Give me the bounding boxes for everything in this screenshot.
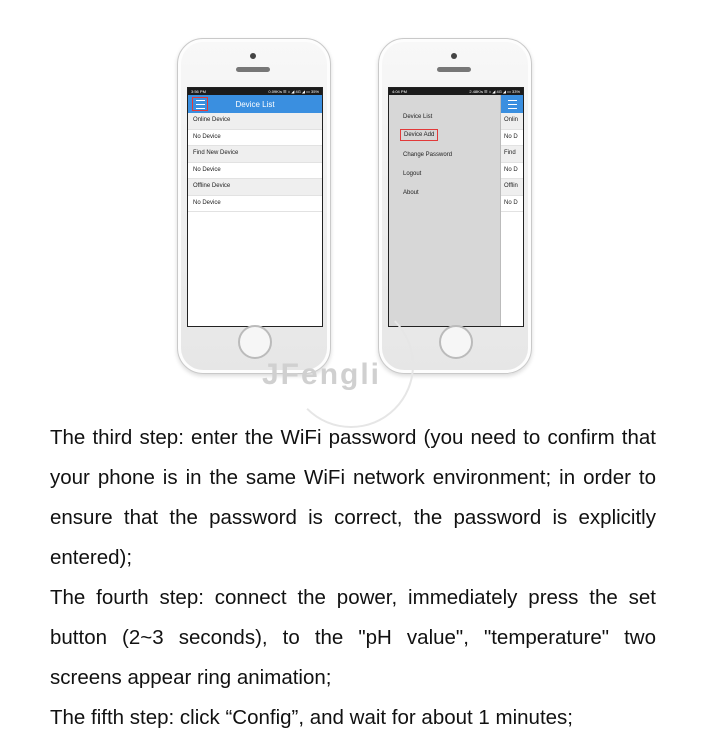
status-time: 3:56 PM — [191, 89, 206, 94]
nav-drawer — [389, 95, 501, 326]
list-item: No D — [501, 163, 523, 180]
drawer-item-about[interactable]: About — [403, 190, 419, 196]
camera-icon — [451, 53, 457, 59]
speaker-icon — [236, 67, 270, 72]
section-online-device: Online Device — [188, 113, 322, 130]
instruction-step-3: The third step: enter the WiFi password (you need to confirm that your phone is in the same WiFi network environment; in order to ensure that the password is correct, the password is explicitly entered); — [50, 426, 656, 569]
home-button[interactable] — [238, 325, 272, 359]
phone-screen — [187, 87, 323, 327]
status-icons: 0.09K/s ☰ ⌂ ◢ 4G ◢ ▭ 35% — [268, 89, 319, 94]
list-item: Onlin — [501, 113, 523, 130]
list-item: No D — [501, 130, 523, 147]
camera-icon — [250, 53, 256, 59]
list-item: Offlin — [501, 179, 523, 196]
instruction-step-5: The fifth step: click “Config”, and wait for about 1 minutes; — [50, 706, 573, 729]
menu-icon — [508, 100, 517, 109]
app-bar — [501, 95, 523, 113]
speaker-icon — [437, 67, 471, 72]
phone-screen — [388, 87, 524, 327]
status-time: 4:04 PM — [392, 89, 407, 94]
app-title: Device List — [235, 99, 275, 109]
list-item[interactable]: No Device — [188, 196, 322, 213]
instruction-step-4: The fourth step: connect the power, immediately press the set button (2~3 seconds), to the "pH value", "temperature" two screens appear ring animation; — [50, 586, 656, 689]
section-offline-device: Offline Device — [188, 179, 322, 196]
status-bar — [188, 88, 322, 95]
list-item: Find — [501, 146, 523, 163]
drawer-item-change-password[interactable]: Change Password — [403, 152, 453, 158]
drawer-item-device-add[interactable]: Device Add — [400, 129, 438, 141]
status-icons: 2.48K/s ☰ ⌂ ◢ 4G ◢ ▭ 33% — [469, 89, 520, 94]
status-bar — [389, 88, 523, 95]
drawer-item-logout[interactable]: Logout — [403, 171, 422, 177]
list-item[interactable]: No Device — [188, 130, 322, 147]
phone-right — [378, 38, 532, 374]
app-bar — [188, 95, 322, 113]
device-list-peek — [501, 95, 523, 326]
home-button[interactable] — [439, 325, 473, 359]
watermark: JFengli — [262, 358, 382, 391]
drawer-item-device-list[interactable]: Device List — [403, 114, 433, 120]
list-item[interactable]: No Device — [188, 163, 322, 180]
list-item: No D — [501, 196, 523, 213]
section-find-new-device: Find New Device — [188, 146, 322, 163]
menu-button[interactable] — [504, 97, 520, 111]
